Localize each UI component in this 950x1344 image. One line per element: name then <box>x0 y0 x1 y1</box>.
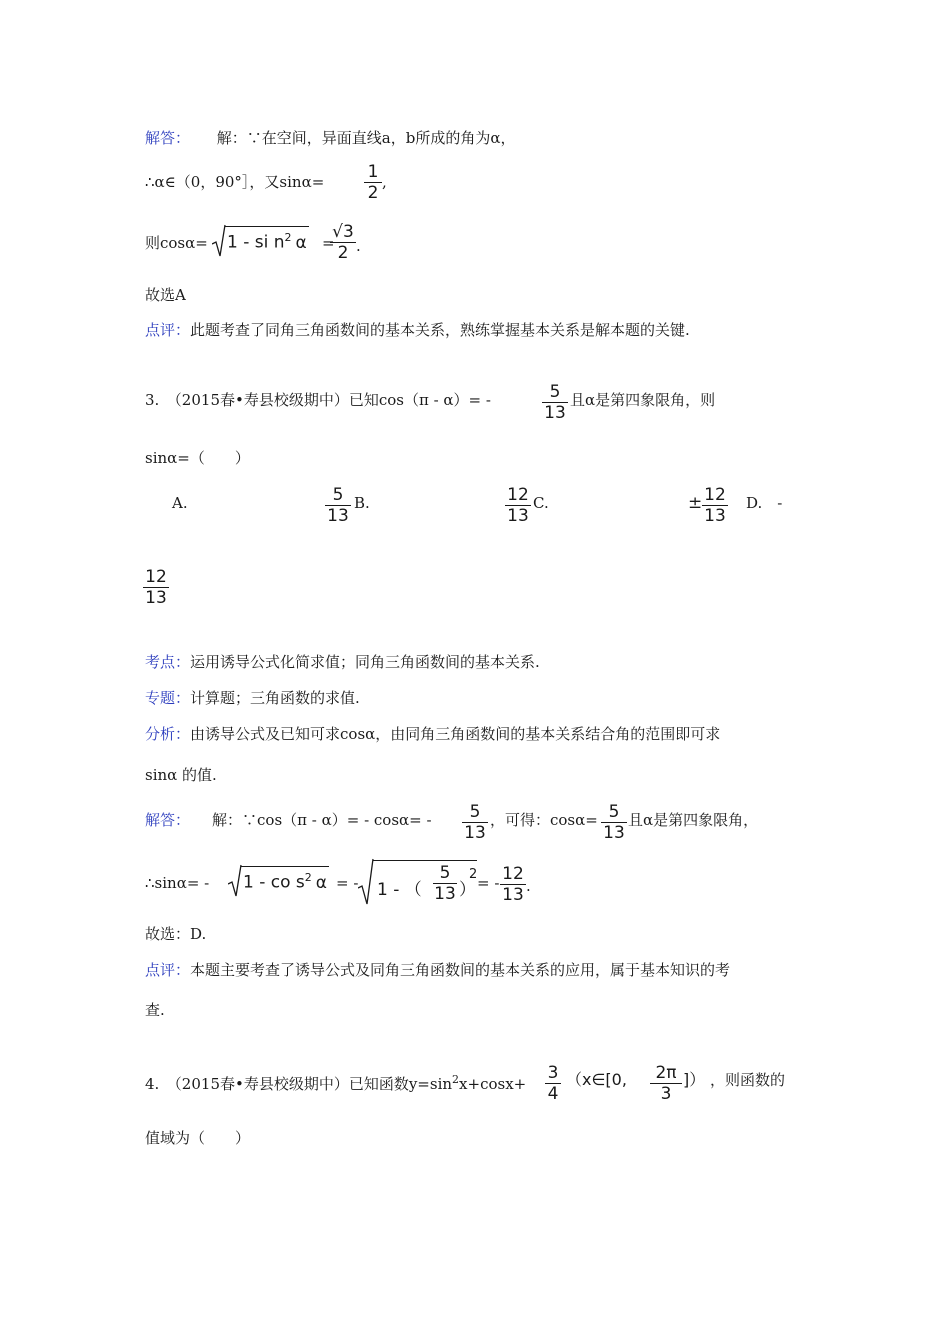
equals: = <box>322 234 335 252</box>
radical-sign-icon <box>358 858 374 906</box>
dianping-line-1: 点评：本题主要考查了诱导公式及同角三角函数间的基本关系的应用，属于基本知识的考 <box>145 961 731 979</box>
radical-sin: 1 - si $n^2$ α <box>212 224 322 258</box>
fraction-sqrt3-over-2: √3 2 <box>330 222 356 263</box>
jieda-line: 解答： 解：∵cos（π - α）= - cosα= - <box>145 811 432 829</box>
solution-line-3: 则cosα= <box>145 234 208 252</box>
zhuanti-line: 专题：计算题；三角函数的求值. <box>145 689 360 707</box>
option-c: C. <box>533 494 549 512</box>
choice-d-line: 故选：D. <box>145 925 207 943</box>
sin-result-eq: = - <box>477 874 500 892</box>
q4-stem: 4. （2015春•寿县校级期中）已知函数$y=\sin^2x+\cos x+$ <box>145 1073 527 1093</box>
fenxi-line-1: 分析：由诱导公式及已知可求cosα，由同角三角函数间的基本关系结合角的范围即可求 <box>145 725 721 743</box>
fraction-5-13: 5 13 <box>542 382 568 423</box>
option-b-fraction: 5 13 <box>325 485 351 526</box>
fraction-12-13: 12 13 <box>500 864 526 905</box>
q4-line-2: 值域为（ ） <box>145 1129 251 1147</box>
option-b: B. <box>354 494 370 512</box>
option-d-fraction: 12 13 <box>702 485 728 526</box>
option-c-fraction: 12 13 <box>505 485 531 526</box>
solution-line-2: ∴α∈（0，90°］，又sinα= <box>145 173 325 191</box>
dianping-line-2: 查. <box>145 1001 165 1019</box>
fenxi-line-2: sinα 的值. <box>145 766 217 784</box>
punct: . <box>526 877 531 895</box>
radical-sign-icon <box>228 864 242 898</box>
option-a: A. <box>172 494 188 512</box>
sin-result-mid: = - <box>336 874 359 892</box>
solution-line-1: 解答： 解：∵在空间，异面直线a，b所成的角为α， <box>145 129 516 147</box>
solution-label: 解答： <box>145 129 191 147</box>
fraction-5-13-a: 5 13 <box>462 802 488 843</box>
fraction-3-4: 3 4 <box>545 1063 561 1104</box>
punct: . <box>356 237 361 255</box>
fraction-2pi-3: 2π 3 <box>650 1063 682 1104</box>
fraction-5-13-b: 5 13 <box>601 802 627 843</box>
plus-minus: ± <box>688 493 703 513</box>
q3-stem: 3. （2015春•寿县校级期中）已知cos（π - α）= - <box>145 391 491 409</box>
sin-result-pre: ∴sinα= - <box>145 874 210 892</box>
q4-domain: （x∈[0, <box>566 1070 627 1089</box>
kaodian-line: 考点：运用诱导公式化简求值；同角三角函数间的基本关系. <box>145 653 540 671</box>
comment-line: 点评：此题考查了同角三角函数间的基本关系，熟练掌握基本关系是解本题的关键. <box>145 321 690 339</box>
punct: , <box>382 173 387 191</box>
option-d-value-fraction: 12 13 <box>143 567 169 608</box>
jieda-mid: ，可得：cosα= <box>490 811 598 829</box>
q4-domain-close: ]） <box>683 1070 706 1089</box>
choice-line: 故选A <box>145 286 186 304</box>
jieda-tail: 且α是第四象限角， <box>628 811 759 829</box>
q4-stem-tail: ，则函数的 <box>710 1071 786 1089</box>
radical-fraction: 1 - （ 5 13 ） 2 <box>358 858 478 906</box>
option-d: D. - <box>746 494 783 512</box>
q3-line-2: sinα=（ ） <box>145 449 250 467</box>
fraction-one-half: 1 2 <box>364 162 382 203</box>
q3-stem-tail: 且α是第四象限角，则 <box>570 391 716 409</box>
radical-sign-icon <box>212 224 226 258</box>
radical-cos: 1 - co $s^2$ α <box>228 864 336 898</box>
